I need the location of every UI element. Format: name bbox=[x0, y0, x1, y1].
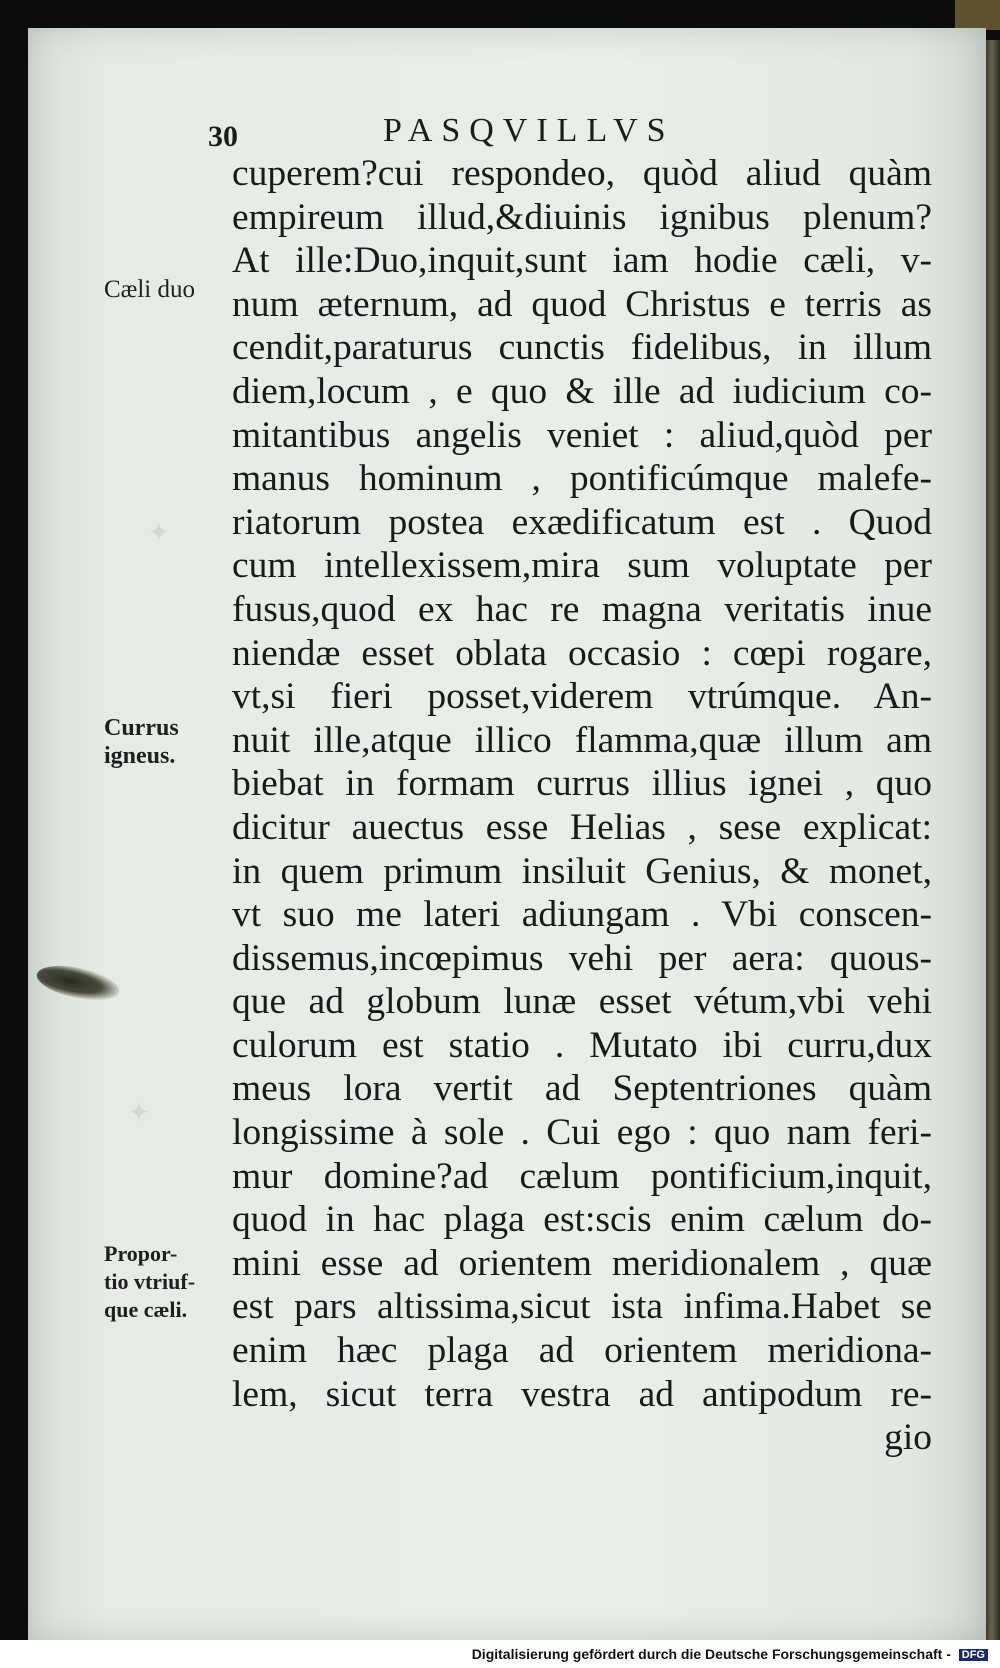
margin-note-line: que cæli. bbox=[104, 1297, 188, 1322]
margin-note-proportio bbox=[104, 1240, 195, 1324]
text-line: niendæ esset oblata occasio : cœpi rogare, bbox=[232, 632, 932, 674]
text-line: quod in hac plaga est:scis enim cælum do- bbox=[232, 1199, 932, 1241]
margin-note-line: Propor- bbox=[104, 1241, 178, 1266]
text-line: dicitur auectus esse Helias , sese explicat: bbox=[232, 806, 932, 848]
text-line: culorum est statio . Mutato ibi curru,dux bbox=[232, 1024, 932, 1066]
margin-note-currus-igneus bbox=[104, 714, 179, 770]
funding-text: Digitalisierung gefördert durch die Deutsche Forschungsgemeinschaft - bbox=[471, 1646, 951, 1662]
funding-note bbox=[472, 1646, 988, 1662]
text-line: biebat in formam currus illius ignei , quo bbox=[232, 763, 932, 805]
text-line: At ille:Duo,inquit,sunt iam hodie cæli, v- bbox=[232, 240, 932, 282]
text-line: empireum illud,&diuinis ignibus plenum? bbox=[232, 196, 932, 238]
bleed-through-mark: ✦ bbox=[148, 518, 170, 547]
page-number: 30 bbox=[208, 120, 238, 153]
text-line: longissime à sole . Cui ego : quo nam feri- bbox=[232, 1112, 932, 1154]
text-line: cendit,paraturus cunctis fidelibus, in illum bbox=[232, 327, 932, 369]
text-line: que ad globum lunæ esset vétum,vbi vehi bbox=[232, 981, 932, 1023]
dfg-logo: DFG bbox=[959, 1649, 988, 1661]
text-line: mur domine?ad cælum pontificium,inquit, bbox=[232, 1155, 932, 1197]
text-line: riatorum postea exædificatum est . Quod bbox=[232, 501, 932, 543]
margin-note-line: Currus bbox=[104, 715, 179, 741]
text-line: vt suo me lateri adiungam . Vbi conscen- bbox=[232, 894, 932, 936]
binding-corner bbox=[955, 0, 1000, 30]
page-edge bbox=[986, 40, 1000, 1640]
text-line: vt,si fieri posset,viderem vtrúmque. An- bbox=[232, 676, 932, 718]
text-line: cum intellexissem,mira sum voluptate per bbox=[232, 545, 932, 587]
text-line: mini esse ad orientem meridionalem , quæ bbox=[232, 1242, 932, 1284]
text-line: enim hæc plaga ad orientem meridiona- bbox=[232, 1330, 932, 1372]
margin-note-caeli-duo: Cæli duo bbox=[104, 276, 195, 303]
text-line: num æternum, ad quod Christus e terris as bbox=[232, 283, 932, 325]
text-line: cuperem?cui respondeo, quòd aliud quàm bbox=[232, 153, 932, 194]
margin-note-line: igneus. bbox=[104, 743, 176, 769]
bleed-through-mark: ✦ bbox=[128, 1098, 150, 1127]
text-line: mitantibus angelis veniet : aliud,quòd per bbox=[232, 414, 932, 456]
text-line: gio bbox=[884, 1417, 932, 1459]
text-line: fusus,quod ex hac re magna veritatis inue bbox=[232, 588, 932, 630]
text-line: nuit ille,atque illico flamma,quæ illum am bbox=[232, 719, 932, 761]
text-line: meus lora vertit ad Septentriones quàm bbox=[232, 1068, 932, 1110]
text-line: lem, sicut terra vestra ad antipodum re- bbox=[232, 1373, 932, 1415]
main-text-block bbox=[232, 152, 932, 1460]
text-line: manus hominum , pontificúmque malefe- bbox=[232, 458, 932, 500]
text-line: est pars altissima,sicut ista infima.Habet se bbox=[232, 1286, 932, 1328]
text-line: in quem primum insiluit Genius, & monet, bbox=[232, 850, 932, 892]
running-title: PASQVILLVS bbox=[383, 112, 675, 149]
text-line: diem,locum , e quo & ille ad iudicium co- bbox=[232, 370, 932, 412]
margin-note-line: tio vtriuf- bbox=[104, 1269, 196, 1294]
footer-bar bbox=[0, 1640, 1000, 1668]
text-line: dissemus,incœpimus vehi per aera: quous- bbox=[232, 937, 932, 979]
